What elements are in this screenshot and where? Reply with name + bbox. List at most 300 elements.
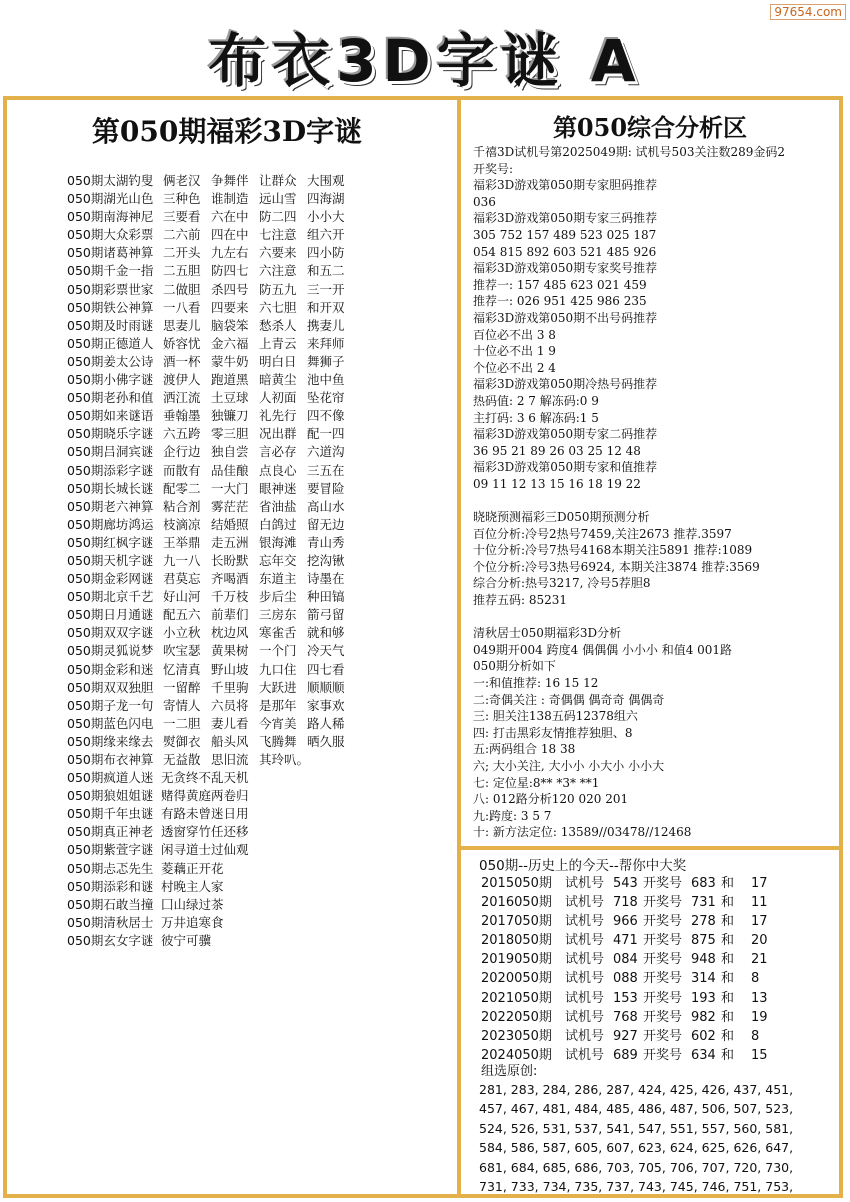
analysis-text <box>473 144 837 841</box>
history-period: 2023050期 <box>481 1028 552 1044</box>
riddle-phrase: 种田镐 <box>307 589 345 605</box>
combo-line: 584, 586, 587, 605, 607, 623, 624, 625, 626, 647, <box>479 1140 794 1156</box>
riddle-name: 050期大众彩票 <box>67 227 154 243</box>
history-sum-label: 和 <box>721 895 735 911</box>
riddle-phrase: 三五在 <box>307 462 345 478</box>
riddle-phrase: 三种色 <box>163 191 201 207</box>
history-sum: 20 <box>751 933 768 949</box>
riddle-row <box>67 606 353 624</box>
history-sum: 17 <box>751 876 768 891</box>
riddle-row <box>67 534 353 552</box>
history-period: 2016050期 <box>481 895 552 911</box>
riddle-phrase: 雾茫茫 <box>211 498 249 514</box>
riddle-phrase: 六员将 <box>211 697 249 713</box>
riddle-name: 050期布衣神算 <box>67 752 154 767</box>
riddle-phrase: 箭弓留 <box>307 607 345 623</box>
riddle-phrase: 六注意 <box>259 263 297 279</box>
riddle-phrase: 一八看 <box>163 299 201 315</box>
riddle-phrase: 配零二 <box>163 480 201 496</box>
riddle-phrase: 黄果树 <box>211 643 249 659</box>
riddle-name: 050期正德道人 <box>67 335 154 351</box>
history-sum-label: 和 <box>721 1028 735 1044</box>
riddle-phrase: 透窗穿竹任还移 <box>161 824 249 840</box>
analysis-line <box>473 492 837 509</box>
riddle-phrase: 枝滴凉 <box>163 516 201 532</box>
riddle-phrase: 思妻儿 <box>163 317 201 333</box>
riddle-phrase: 赌得黄庭两卷归 <box>161 788 249 804</box>
history-period: 2021050期 <box>481 990 552 1006</box>
history-sum-label: 和 <box>721 1047 735 1063</box>
analysis-line: 福彩3D游戏第050期专家胆码推荐 <box>473 178 658 193</box>
history-sum-label: 和 <box>721 971 735 987</box>
history-draw-label: 开奖号 <box>643 933 683 949</box>
riddle-phrase: 点良心 <box>259 462 297 478</box>
riddle-phrase: 人初面 <box>259 390 297 406</box>
riddle-phrase: 明白日 <box>259 353 297 369</box>
history-test-label: 试机号 <box>565 971 605 987</box>
history-test: 927 <box>613 1028 638 1044</box>
history-test: 718 <box>613 895 638 911</box>
riddle-phrase: 四要来 <box>211 299 249 315</box>
riddle-name: 050期老孙和值 <box>67 390 154 406</box>
riddle-phrase: 熨御衣 <box>163 733 201 749</box>
riddle-phrase: 四不像 <box>307 408 345 424</box>
history-draw-label: 开奖号 <box>643 971 683 987</box>
history-sum: 21 <box>751 952 768 968</box>
riddle-row <box>67 353 353 371</box>
riddle-row <box>67 299 353 317</box>
riddle-phrase: 冷天气 <box>307 643 345 659</box>
riddle-row <box>67 172 353 190</box>
riddle-name: 050期彩票世家 <box>67 281 154 297</box>
riddle-phrase: 小小大 <box>307 209 345 225</box>
riddle-phrase: 远山雪 <box>259 191 297 207</box>
riddle-row <box>67 371 353 389</box>
analysis-line: 054 815 892 603 521 485 926 <box>473 244 657 259</box>
analysis-line: 六; 大小关注, 大小小 小大小 小小大 <box>473 758 665 773</box>
riddle-phrase: 菱藕正开花 <box>161 860 224 876</box>
analysis-line: 推荐一: 026 951 425 986 235 <box>473 294 647 309</box>
riddle-row <box>67 443 353 461</box>
combo-line: 457, 467, 481, 484, 485, 486, 487, 506, 507, 523, <box>479 1101 794 1117</box>
history-sum: 8 <box>751 971 760 987</box>
page-banner <box>0 14 850 95</box>
riddle-name: 050期金彩网谜 <box>67 571 154 587</box>
riddle-phrase: 彼宁可骥 <box>161 932 212 948</box>
history-row <box>481 950 768 969</box>
riddle-phrase: 一留醉 <box>163 679 201 695</box>
history-row <box>481 912 768 931</box>
history-draw-label: 开奖号 <box>643 1047 683 1063</box>
riddle-phrase: 愁杀人 <box>259 317 297 333</box>
riddle-row <box>67 914 353 932</box>
history-row <box>481 969 768 988</box>
riddle-phrase: 无贪终不乱天机 <box>161 770 249 786</box>
riddle-phrase: 组六开 <box>307 227 345 243</box>
riddle-phrase: 千里驹 <box>211 679 249 695</box>
riddle-name: 050期姜太公诗 <box>67 353 154 369</box>
history-test: 088 <box>613 971 638 987</box>
riddle-phrase: 船头风 <box>211 733 249 749</box>
riddle-row <box>67 335 353 353</box>
history-draw-label: 开奖号 <box>643 990 683 1006</box>
history-draw: 731 <box>691 895 716 911</box>
site-watermark: 97654.com <box>770 4 846 20</box>
riddle-name: 050期忐忑先生 <box>67 860 154 876</box>
riddle-phrase: 村晚主人家 <box>161 878 224 894</box>
history-row <box>481 893 768 912</box>
riddle-phrase: 杀四号 <box>211 281 249 297</box>
riddle-phrase: 六道沟 <box>307 444 345 460</box>
riddle-name: 050期及时雨谜 <box>67 317 154 333</box>
riddle-name: 050期添彩字谜 <box>67 462 154 478</box>
history-sum: 13 <box>751 990 768 1006</box>
combo-line: 681, 684, 685, 686, 703, 705, 706, 707, 720, 730, <box>479 1159 794 1175</box>
riddle-phrase: 就和够 <box>307 625 345 641</box>
history-test-label: 试机号 <box>565 1009 605 1025</box>
history-sum-label: 和 <box>721 1009 735 1025</box>
riddle-phrase: 二开头 <box>163 245 201 261</box>
history-draw: 314 <box>691 971 716 987</box>
riddle-phrase: 二五胆 <box>163 263 201 279</box>
riddle-phrase: 独镰刀 <box>211 408 249 424</box>
riddle-phrase: 蒙牛奶 <box>211 353 249 369</box>
riddle-phrase: 晒久服 <box>307 733 345 749</box>
riddle-phrase: 九一八 <box>163 552 201 568</box>
riddle-phrase: 结婚照 <box>211 516 249 532</box>
riddle-name: 050期石敢当撞 <box>67 896 154 912</box>
riddle-phrase: 金六福 <box>211 335 249 351</box>
riddle-phrase: 跑道黑 <box>211 372 249 388</box>
analysis-line: 推荐五码: 85231 <box>473 593 568 608</box>
history-period: 2017050期 <box>481 914 552 930</box>
history-row <box>481 989 768 1008</box>
history-test-label: 试机号 <box>565 1047 605 1063</box>
history-test: 689 <box>613 1047 638 1063</box>
history-row <box>481 931 768 950</box>
history-test: 966 <box>613 914 638 930</box>
riddle-phrase: 来拜师 <box>307 335 345 351</box>
riddle-row <box>67 244 353 262</box>
riddle-row <box>67 751 353 769</box>
riddle-phrase: 妻儿看 <box>211 715 249 731</box>
history-sum: 17 <box>751 914 768 930</box>
riddle-name: 050期铁公神算 <box>67 299 154 315</box>
riddle-row <box>67 208 353 226</box>
history-test: 543 <box>613 876 638 891</box>
history-test-label: 试机号 <box>565 895 605 911</box>
history-sum: 8 <box>751 1028 760 1044</box>
riddle-row <box>67 190 353 208</box>
analysis-line: 晓晓预测福彩三D050期预测分析 <box>473 510 650 525</box>
riddle-name: 050期紫萱字谜 <box>67 842 154 858</box>
riddle-phrase: 一大门 <box>211 480 249 496</box>
riddle-phrase: 粘合剂 <box>163 498 201 514</box>
riddle-phrase: 娇容忧 <box>163 335 201 351</box>
riddle-phrase: 闲寻道士过仙观 <box>161 842 249 858</box>
riddle-phrase: 俩老汉 <box>163 173 201 188</box>
riddle-row <box>67 733 353 751</box>
history-sum-label: 和 <box>721 952 735 968</box>
riddle-row <box>67 896 353 914</box>
riddle-panel <box>7 100 457 1194</box>
riddle-row <box>67 932 353 950</box>
combo-title: 组选原创: <box>481 1064 538 1079</box>
history-row <box>481 1027 768 1046</box>
riddle-phrase: 无益散 <box>163 752 201 767</box>
analysis-line: 09 11 12 13 15 16 18 19 22 <box>473 476 641 491</box>
analysis-line: 二:奇偶关注 : 奇偶偶 偶奇奇 偶偶奇 <box>473 692 665 707</box>
riddle-row <box>67 480 353 498</box>
riddle-phrase: 一二胆 <box>163 715 201 731</box>
riddle-row <box>67 552 353 570</box>
riddle-phrase: 七注意 <box>259 227 297 243</box>
history-draw-label: 开奖号 <box>643 952 683 968</box>
riddle-phrase: 四海湖 <box>307 191 345 207</box>
riddle-name: 050期灵狐说梦 <box>67 643 154 659</box>
analysis-line: 清秋居士050期福彩3D分析 <box>473 626 622 641</box>
history-test: 153 <box>613 990 638 1006</box>
analysis-panel-title: 第050综合分析区 <box>552 113 748 142</box>
history-sum-label: 和 <box>721 933 735 949</box>
history-period: 2019050期 <box>481 952 552 968</box>
combo-line: 731, 733, 734, 735, 737, 743, 745, 746, 751, 753, <box>479 1178 794 1194</box>
riddle-row <box>67 317 353 335</box>
riddle-phrase: 小立秋 <box>163 625 201 641</box>
riddle-phrase: 长盼默 <box>211 552 249 568</box>
riddle-phrase: 品佳酿 <box>211 462 249 478</box>
riddle-row <box>67 262 353 280</box>
history-test-label: 试机号 <box>565 933 605 949</box>
riddle-phrase: 二六前 <box>163 227 201 243</box>
riddle-row <box>67 878 353 896</box>
analysis-line: 热码值: 2 7 解冻码:0 9 <box>473 393 599 408</box>
analysis-line: 九:跨度: 3 5 7 <box>473 808 552 823</box>
analysis-line: 福彩3D游戏第050期专家奖号推荐 <box>473 261 658 276</box>
riddle-phrase: 要冒险 <box>307 480 345 496</box>
riddle-row <box>67 516 353 534</box>
analysis-line: 036 <box>473 194 496 209</box>
history-panel <box>461 850 839 1194</box>
history-draw: 948 <box>691 952 716 968</box>
riddle-phrase: 携妻儿 <box>307 317 345 333</box>
history-title: 050期--历史上的今天--帮你中大奖 <box>479 858 687 874</box>
riddle-row <box>67 823 353 841</box>
riddle-row <box>67 389 353 407</box>
riddle-name: 050期子龙一句 <box>67 697 154 713</box>
analysis-line: 十位必不出 1 9 <box>473 344 556 359</box>
analysis-line: 305 752 157 489 523 025 187 <box>473 227 657 242</box>
riddle-name: 050期双双字谜 <box>67 625 154 641</box>
analysis-line: 综合分析:热号3217, 冷号5荐胆8 <box>473 576 651 591</box>
history-sum: 11 <box>751 895 768 911</box>
history-draw: 982 <box>691 1009 716 1025</box>
riddle-row <box>67 805 353 823</box>
riddle-phrase: 是那年 <box>259 697 297 713</box>
riddle-phrase: 三一开 <box>307 281 345 297</box>
analysis-line: 一:和值推荐: 16 15 12 <box>473 676 599 690</box>
riddle-phrase: 囗山绿过茶 <box>161 896 224 912</box>
riddle-phrase: 步后尘 <box>259 589 297 605</box>
riddle-phrase: 防四七 <box>211 263 249 279</box>
riddle-phrase: 独自尝 <box>211 444 249 460</box>
riddle-phrase: 四在中 <box>211 227 249 243</box>
history-sum-label: 和 <box>721 990 735 1006</box>
riddle-row <box>67 769 353 787</box>
history-test-label: 试机号 <box>565 952 605 968</box>
riddle-phrase: 家事欢 <box>307 697 345 713</box>
analysis-line: 福彩3D游戏第050期冷热号码推荐 <box>473 377 658 392</box>
history-test-label: 试机号 <box>565 876 605 891</box>
riddle-name: 050期千年虫谜 <box>67 806 154 822</box>
analysis-line: 个位分析:冷号3热号6924, 本期关注3874 推荐:3569 <box>473 559 760 574</box>
riddle-name: 050期廊坊鸿运 <box>67 516 154 532</box>
riddle-phrase: 王举鼎 <box>163 534 201 550</box>
riddle-phrase: 况出群 <box>259 426 297 442</box>
riddle-row <box>67 281 353 299</box>
analysis-line: 049期开004 跨度4 偶偶偶 小小小 和值4 001路 <box>473 642 733 657</box>
riddle-name: 050期真正神老 <box>67 824 154 840</box>
analysis-line: 百位必不出 3 8 <box>473 327 556 342</box>
riddle-phrase: 配五六 <box>163 607 201 623</box>
riddle-phrase: 暗黄尘 <box>259 372 297 388</box>
analysis-line: 三: 胆关注138五码12378组六 <box>473 709 638 724</box>
analysis-line: 开奖号: <box>473 161 514 176</box>
riddle-list <box>67 172 353 950</box>
riddle-phrase: 而散有 <box>163 462 201 478</box>
riddle-name: 050期小佛字谜 <box>67 372 154 388</box>
riddle-row <box>67 860 353 878</box>
riddle-name: 050期长城长谜 <box>67 480 154 496</box>
riddle-row <box>67 697 353 715</box>
riddle-phrase: 白鸽过 <box>259 516 297 532</box>
riddle-panel-title: 第050期福彩3D字谜 <box>91 115 363 148</box>
riddle-phrase: 前辈们 <box>211 607 249 623</box>
history-draw-label: 开奖号 <box>643 1009 683 1025</box>
history-draw-label: 开奖号 <box>643 895 683 911</box>
riddle-row <box>67 226 353 244</box>
history-test: 084 <box>613 952 638 968</box>
riddle-phrase: 坠花帘 <box>307 390 345 406</box>
riddle-phrase: 万井追寒食 <box>161 914 224 930</box>
riddle-phrase: 防二四 <box>259 209 297 225</box>
riddle-phrase: 君莫忘 <box>163 571 201 587</box>
riddle-name: 050期日月通谜 <box>67 607 154 623</box>
riddle-name: 050期北京千艺 <box>67 589 154 605</box>
analysis-line: 36 95 21 89 26 03 25 12 48 <box>473 443 641 458</box>
riddle-name: 050期南海神尼 <box>67 209 154 225</box>
analysis-line <box>473 609 837 626</box>
riddle-row <box>67 642 353 660</box>
riddle-phrase: 青山秀 <box>307 534 345 550</box>
riddle-name: 050期疯道人迷 <box>67 770 154 786</box>
riddle-phrase: 诗墨在 <box>307 571 345 587</box>
analysis-line: 七: 定位星:8** *3* **1 <box>473 775 600 790</box>
history-draw-label: 开奖号 <box>643 876 683 891</box>
analysis-line: 十位分析:冷号7热号4168本期关注5891 推荐:1089 <box>473 543 753 558</box>
riddle-name: 050期双双独胆 <box>67 679 154 695</box>
history-period: 2015050期 <box>481 876 552 891</box>
riddle-name: 050期添彩和谜 <box>67 878 154 894</box>
riddle-row <box>67 407 353 425</box>
riddle-phrase: 池中鱼 <box>307 372 345 388</box>
riddle-phrase: 顺顺顺 <box>307 679 345 695</box>
riddle-phrase: 脑袋笨 <box>211 317 249 333</box>
riddle-phrase: 配一四 <box>307 426 345 442</box>
history-test: 768 <box>613 1009 638 1025</box>
riddle-row <box>67 498 353 516</box>
riddle-phrase: 和开双 <box>307 299 345 315</box>
riddle-phrase: 飞腾舞 <box>259 733 297 749</box>
history-sum: 19 <box>751 1009 768 1025</box>
riddle-name: 050期清秋居士 <box>67 914 154 930</box>
riddle-row <box>67 425 353 443</box>
riddle-name: 050期玄女字谜 <box>67 932 154 948</box>
analysis-line: 050期分析如下 <box>473 659 556 674</box>
combo-line: 524, 526, 531, 537, 541, 547, 551, 557, 560, 581, <box>479 1120 794 1136</box>
history-period: 2020050期 <box>481 971 552 987</box>
history-test-label: 试机号 <box>565 1028 605 1044</box>
combo-line: 281, 283, 284, 286, 287, 424, 425, 426, 437, 451, <box>479 1082 794 1097</box>
riddle-phrase: 六在中 <box>211 209 249 225</box>
riddle-name: 050期诸葛神算 <box>67 245 154 261</box>
analysis-line: 福彩3D游戏第050期专家二码推荐 <box>473 427 658 442</box>
riddle-row <box>67 787 353 805</box>
history-row <box>481 1008 768 1027</box>
riddle-name: 050期红枫字谜 <box>67 534 154 550</box>
riddle-phrase: 洒江流 <box>163 390 201 406</box>
riddle-phrase: 三要看 <box>163 209 201 225</box>
history-draw: 278 <box>691 914 716 930</box>
riddle-row <box>67 624 353 642</box>
riddle-phrase: 渡伊人 <box>163 372 201 388</box>
analysis-line: 福彩3D游戏第050期专家三码推荐 <box>473 211 658 226</box>
history-draw: 193 <box>691 990 716 1006</box>
history-period: 2022050期 <box>481 1009 552 1025</box>
history-sum-label: 和 <box>721 876 735 891</box>
riddle-phrase: 忘年交 <box>259 552 297 568</box>
riddle-phrase: 其玲叭。 <box>259 752 310 767</box>
history-sum-label: 和 <box>721 914 735 930</box>
riddle-phrase: 四小防 <box>307 245 345 261</box>
analysis-line: 五:两码组合 18 38 <box>473 742 576 757</box>
riddle-phrase: 三房东 <box>259 607 297 623</box>
analysis-line: 主打码: 3 6 解冻码:1 5 <box>473 410 599 425</box>
riddle-phrase: 东道主 <box>259 571 297 587</box>
riddle-phrase: 一个门 <box>259 643 297 659</box>
history-draw: 683 <box>691 876 716 891</box>
riddle-phrase: 六五跨 <box>163 426 201 442</box>
riddle-phrase: 寒雀舌 <box>259 625 297 641</box>
riddle-phrase: 吹宝瑟 <box>163 643 201 659</box>
riddle-phrase: 防五九 <box>259 281 297 297</box>
history-test-label: 试机号 <box>565 990 605 1006</box>
history-table <box>481 874 768 1065</box>
riddle-phrase: 九口住 <box>259 661 297 677</box>
riddle-name: 050期老六神算 <box>67 498 154 514</box>
riddle-name: 050期千金一指 <box>67 263 154 279</box>
riddle-phrase: 六七胆 <box>259 299 297 315</box>
riddle-phrase: 千万枝 <box>211 589 249 605</box>
riddle-phrase: 齐喝酒 <box>211 571 249 587</box>
riddle-name: 050期金彩和迷 <box>67 661 154 677</box>
history-sum: 15 <box>751 1047 768 1063</box>
riddle-row <box>67 588 353 606</box>
riddle-phrase: 留无边 <box>307 516 345 532</box>
riddle-name: 050期狼姐姐谜 <box>67 788 154 804</box>
riddle-row <box>67 570 353 588</box>
analysis-line: 福彩3D游戏第050期专家和值推荐 <box>473 460 658 475</box>
